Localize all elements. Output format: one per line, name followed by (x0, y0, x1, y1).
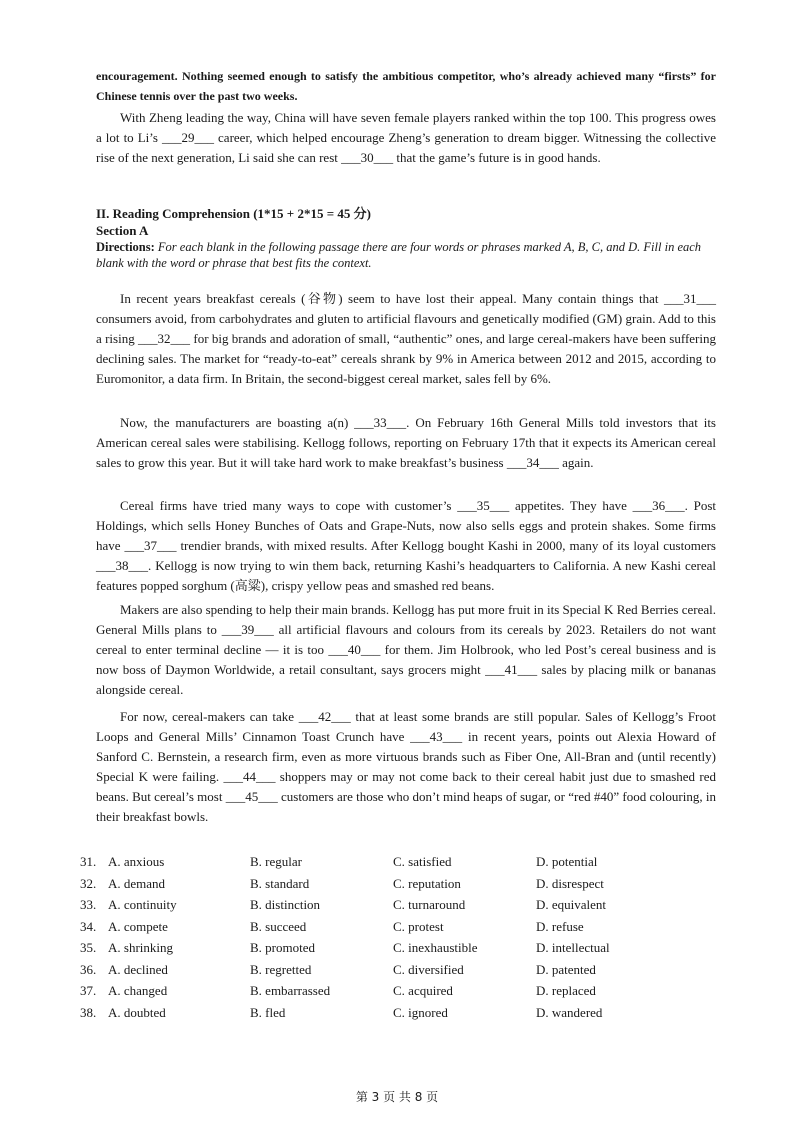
option-d: D. disrespect (536, 875, 604, 891)
option-c: C. satisfied (393, 854, 452, 869)
option-row (80, 940, 720, 962)
option-b: B. succeed (250, 918, 307, 934)
option-a: A. declined (108, 961, 168, 977)
question-number: 36. (80, 961, 97, 977)
option-row (80, 876, 720, 898)
option-a: A. shrinking (108, 940, 173, 955)
passage-paragraph-zheng: With Zheng leading the way, China will have seven female players ranked within the top 100. This progress owes a lot to Li’s ___29___ career, which helped encourage Zheng’s generation to dream bigger. Witnessing the collective rise of the next generation, Li said she can rest ___30___ that the game’s future is in good hands. (96, 110, 716, 165)
question-number: 31. (80, 854, 97, 869)
option-a: A. changed (108, 983, 168, 998)
question-number: 35. (80, 940, 97, 955)
option-d: D. replaced (536, 983, 596, 998)
question-number: 32. (80, 875, 97, 891)
section-subtitle: Section A (96, 223, 149, 238)
option-c: C. protest (393, 918, 444, 934)
option-d: D. equivalent (536, 897, 607, 912)
option-b: B. fled (250, 1004, 286, 1020)
option-d: D. potential (536, 854, 598, 869)
option-b: B. distinction (250, 897, 321, 912)
option-row (80, 919, 720, 941)
option-c: C. ignored (393, 1004, 448, 1020)
option-a: A. doubted (108, 1004, 166, 1020)
option-c: C. inexhaustible (393, 940, 478, 955)
passage-continuation: encouragement. Nothing seemed enough to satisfy the ambitious competitor, who’s already achieved many “firsts” for Chinese tennis over the past two weeks. (96, 69, 716, 103)
directions-text: For each blank in the following passage there are four words or phrases marked A, B, C, and D. Fill in each blank with the word or phrase that best fits the context. (96, 240, 702, 270)
question-number: 34. (80, 918, 97, 934)
options-list (80, 854, 720, 1026)
directions-label: Directions: (96, 240, 155, 254)
option-d: D. patented (536, 961, 596, 977)
option-d: D. refuse (536, 918, 584, 934)
option-b: B. standard (250, 875, 310, 891)
option-c: C. diversified (393, 961, 464, 977)
option-b: B. regular (250, 854, 302, 869)
section-title: II. Reading Comprehension (1*15 + 2*15 = 45 分) (96, 206, 371, 221)
option-b: B. regretted (250, 961, 312, 977)
option-row (80, 962, 720, 984)
passage-paragraph-4: Makers are also spending to help their main brands. Kellogg has put more fruit in its Special K Red Berries cereal. General Mills plans to ___39___ all artificial flavours and colours from its cereals by 2023. Retailers do not want cereal to enter terminal decline — it is too ___40___ for them. Jim Holbrook, who led Post’s cereal business and is now boss of Daymon Worldwide, a retail consultant, says grocers might ___41___ sales by placing milk or bananas alongside cereal. (96, 602, 716, 697)
option-b: B. promoted (250, 940, 315, 955)
option-row (80, 1005, 720, 1027)
page-number-footer: 第 3 页 共 8 页 (355, 1090, 439, 1104)
option-a: A. anxious (108, 854, 165, 869)
directions (96, 239, 716, 271)
question-number: 38. (80, 1004, 97, 1020)
option-row (80, 983, 720, 1005)
option-c: C. acquired (393, 983, 453, 998)
question-number: 37. (80, 983, 97, 998)
option-a: A. compete (108, 918, 168, 934)
option-row (80, 897, 720, 919)
question-number: 33. (80, 897, 97, 912)
passage-paragraph-5: For now, cereal-makers can take ___42___ that at least some brands are still popular. Sales of Kellogg’s Froot Loops and General Mills’ Cinnamon Toast Crunch have ___43___ in recent years, points out Alexia Howard of Sanford C. Bernstein, a research firm, even as more virtuous brands such as Fiber One, All-Bran and (until recently) Special K were failing. ___44___ shoppers may or may not come back to their cereal habit just due to smashed red beans. But cereal’s most ___45___ customers are those who don’t mind heaps of sugar, or “red #40” food colouring, in their breakfast bowls. (96, 709, 716, 824)
option-c: C. turnaround (393, 897, 466, 912)
passage-paragraph-2: Now, the manufacturers are boasting a(n) ___33___. On February 16th General Mills told investors that its American cereal sales were stabilising. Kellogg follows, reporting on February 17th that it expects its American cereal sales to grow this year. But it will take hard work to make breakfast’s business ___34___ again. (96, 415, 716, 470)
option-d: D. wandered (536, 1004, 603, 1020)
passage-paragraph-3: Cereal firms have tried many ways to cope with customer’s ___35___ appetites. They have ___36___. Post Holdings, which sells Honey Bunches of Oats and Grape-Nuts, now also sells eggs and protein shakes. Some firms have ___37___ trendier brands, with mixed results. After Kellogg bought Kashi in 2000, many of its loyal customers ___38___. Kellogg is now trying to win them back, returning Kashi’s headquarters to California. A new Kashi cereal features popped sorghum (高粱), crispy yellow peas and smashed red beans. (96, 498, 716, 593)
option-d: D. intellectual (536, 940, 610, 955)
passage-paragraph-1: In recent years breakfast cereals (谷物) seem to have lost their appeal. Many contain things that ___31___ consumers avoid, from carbohydrates and gluten to artificial flavours and genetically modified (GM) grain. Add to this a rising ___32___ for big brands and adoration of small, “authentic” ones, and large cereal-makers have been suffering declining sales. The market for “ready-to-eat” cereals shrank by 9% in America between 2012 and 2015, according to Euromonitor, a data firm. In Britain, the second-biggest cereal market, sales fell by 6%. (96, 291, 716, 386)
option-a: A. demand (108, 875, 166, 891)
option-a: A. continuity (108, 897, 177, 912)
option-row (80, 854, 720, 876)
option-b: B. embarrassed (250, 983, 331, 998)
option-c: C. reputation (393, 875, 461, 891)
